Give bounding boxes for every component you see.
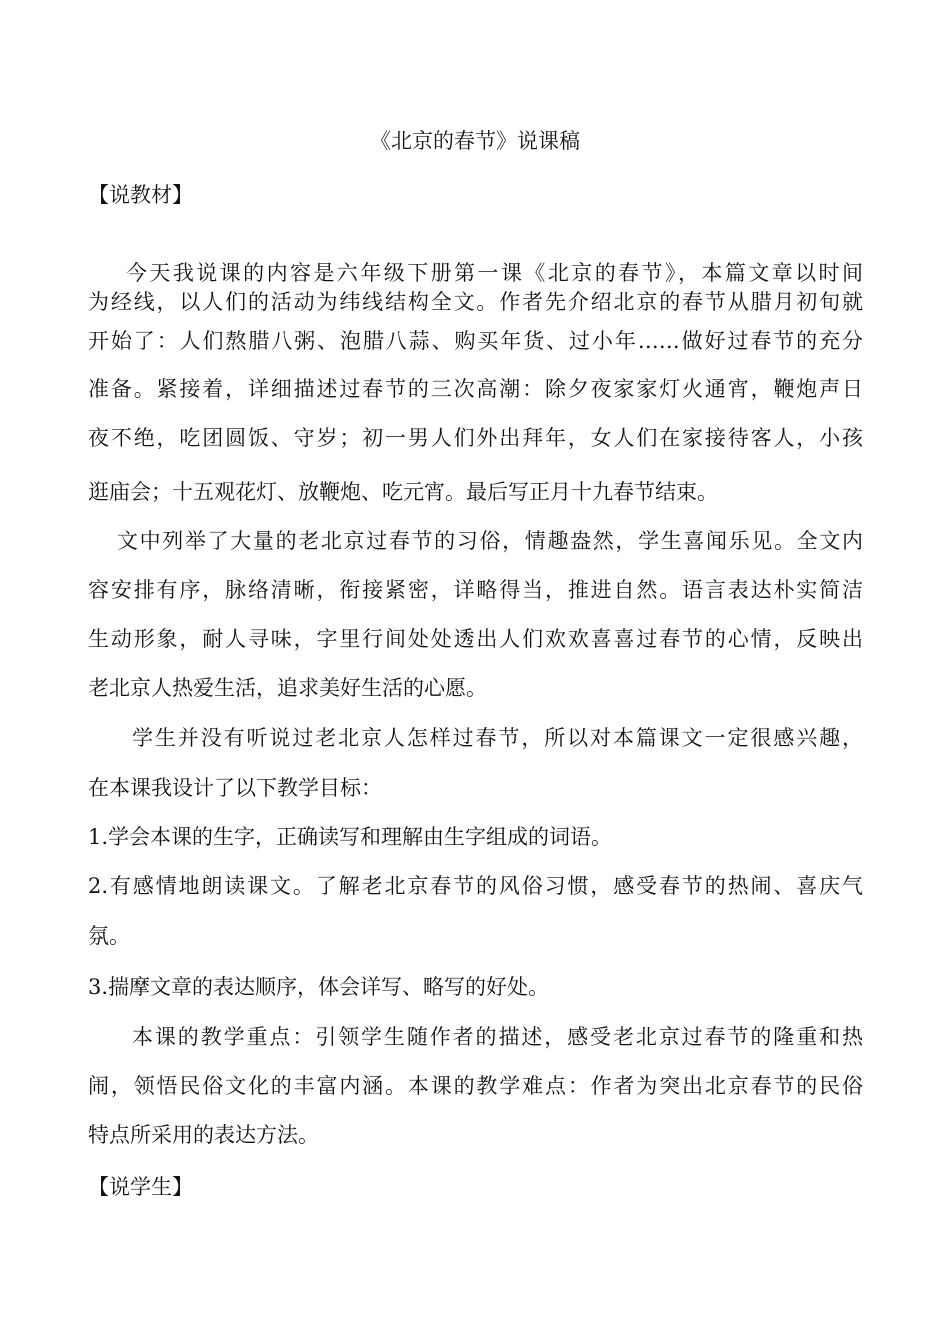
text-line: 文中列举了大量的老北京过春节的习俗，情趣盎然，学生喜闻乐见。全文内 [117,529,863,553]
text-line: 为经线，以人们的活动为纬线结构全文。作者先介绍北京的春节从腊月初旬就 [88,290,863,314]
text-line: 容安排有序，脉络清晰，衔接紧密，详略得当，推进自然。语言表达朴实简洁 [88,578,863,602]
text-line: 1.学会本课的生字，正确读写和理解由生字组成的词语。 [88,825,613,849]
text-line: 在本课我设计了以下教学目标： [88,776,382,800]
text-line: 氛。 [88,924,130,948]
text-line: 学生并没有听说过老北京人怎样过春节，所以对本篇课文一定很感兴趣， [132,726,863,750]
text-line: 特点所采用的表达方法。 [88,1123,319,1147]
section-heading-teaching-material: 【说教材】 [88,183,193,207]
document-title: 《北京的春节》说课稿 [370,129,580,153]
text-line: 老北京人热爱生活，追求美好生活的心愿。 [88,676,487,700]
text-line: 3.揣摩文章的表达顺序，体会详写、略写的好处。 [88,975,550,999]
text-line: 逛庙会；十五观花灯、放鞭炮、吃元宵。最后写正月十九春节结束。 [88,480,718,504]
text-line: 今天我说课的内容是六年级下册第一课《北京的春节》，本篇文章以时间 [126,261,863,285]
section-heading-students: 【说学生】 [88,1175,193,1199]
text-line: 本课的教学重点：引领学生随作者的描述，感受老北京过春节的隆重和热 [132,1025,863,1049]
text-line: 生动形象，耐人寻味，字里行间处处透出人们欢欢喜喜过春节的心情，反映出 [88,627,863,651]
text-line: 准备。紧接着，详细描述过春节的三次高潮：除夕夜家家灯火通宵，鞭炮声日 [88,377,863,401]
text-line: 2.有感情地朗读课文。了解老北京春节的风俗习惯，感受春节的热闹、喜庆气 [88,874,863,898]
text-line: 开始了：人们熬腊八粥、泡腊八蒜、购买年货、过小年……做好过春节的充分 [88,329,863,353]
text-line: 夜不绝，吃团圆饭、守岁；初一男人们外出拜年，女人们在家接待客人，小孩 [88,426,863,450]
text-line: 闹，领悟民俗文化的丰富内涵。本课的教学难点：作者为突出北京春节的民俗 [88,1074,863,1098]
